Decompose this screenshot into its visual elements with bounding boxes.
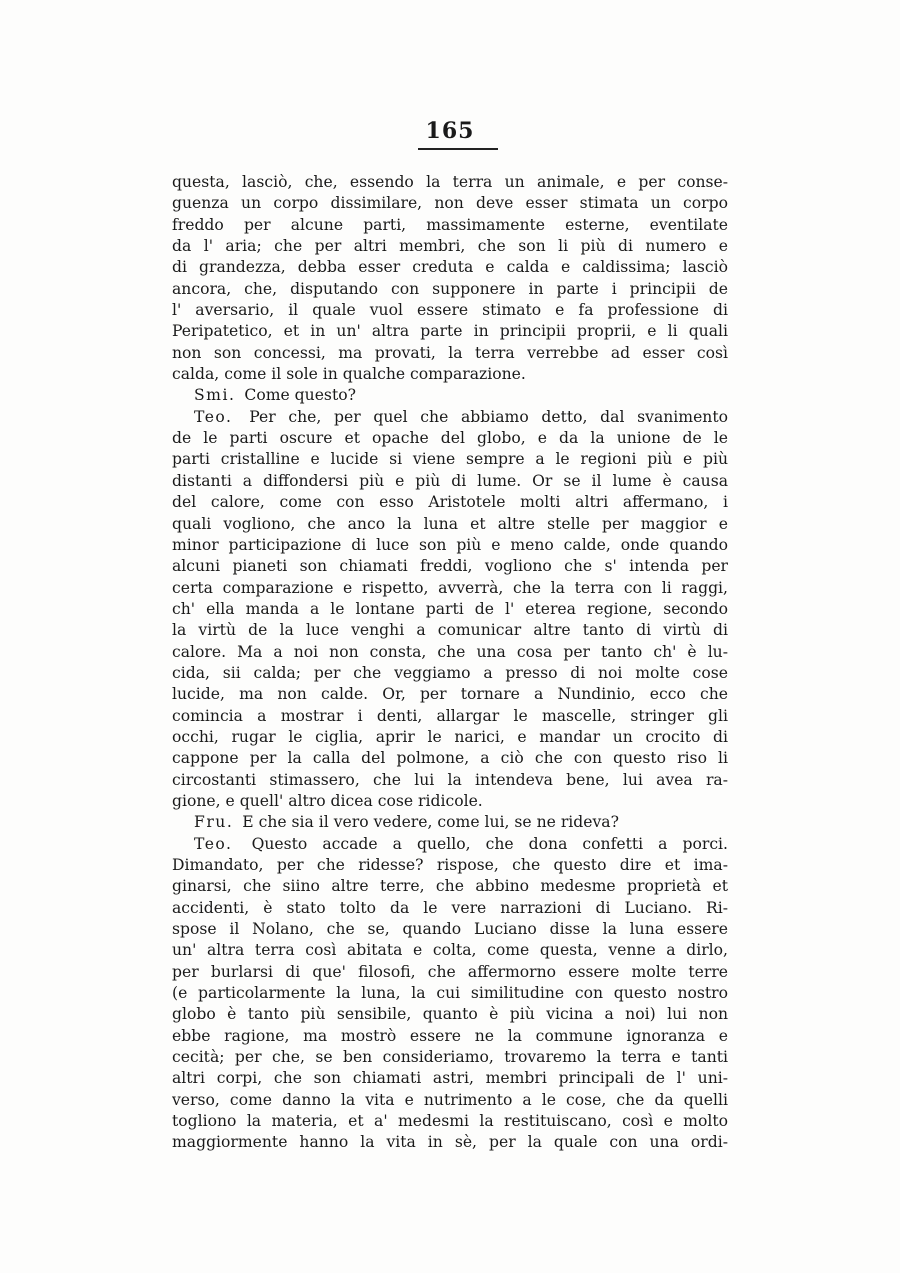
line-text: cappone per la calla del polmone, a ciò che con questo riso li xyxy=(172,749,728,768)
text-line xyxy=(172,471,728,492)
text-line xyxy=(172,876,728,897)
line-text: cida, sii calda; per che veggiamo a presso di noi molte cose xyxy=(172,663,728,682)
text-line xyxy=(172,215,728,236)
line-text: E che sia il vero vedere, come lui, se ne rideva? xyxy=(242,813,619,832)
line-text: l' aversario, il quale vuol essere stimato e fa professione di xyxy=(172,301,728,320)
text-line xyxy=(172,791,728,812)
text-line xyxy=(172,193,728,214)
line-text: circostanti stimassero, che lui la intendeva bene, lui avea ra- xyxy=(172,770,728,789)
text-line xyxy=(172,684,728,705)
line-text: un' altra terra così abitata e colta, come questa, venne a dirlo, xyxy=(172,941,728,960)
line-text: verso, come danno la vita e nutrimento a le cose, che da quelli xyxy=(172,1090,728,1109)
line-text: accidenti, è stato tolto da le vere narrazioni di Luciano. Ri- xyxy=(172,898,728,917)
line-text: Peripatetico, et in un' altra parte in principii proprii, e li quali xyxy=(172,322,728,341)
text-line xyxy=(172,748,728,769)
speaker-label: Teo. xyxy=(194,407,233,426)
text-line xyxy=(172,1132,728,1153)
text-line xyxy=(172,364,728,385)
text-line xyxy=(172,578,728,599)
line-text: quali vogliono, che anco la luna et altre stelle per maggior e xyxy=(172,514,728,533)
line-text: occhi, rugar le ciglia, aprir le narici, e mandar un crocito di xyxy=(172,727,728,746)
line-text: Dimandato, per che ridesse? rispose, che questo dire et ima- xyxy=(172,856,728,874)
text-line xyxy=(172,919,728,940)
line-text: freddo per alcune parti, massimamente esterne, eventilate xyxy=(172,215,728,234)
text-line xyxy=(172,706,728,727)
line-text: calore. Ma a noi non consta, che una cosa per tanto ch' è lu- xyxy=(172,642,728,661)
text-line xyxy=(172,343,728,364)
text-line xyxy=(172,535,728,556)
text-line xyxy=(172,236,728,257)
line-text: Come questo? xyxy=(244,386,356,405)
line-text: certa comparazione e rispetto, avverrà, che la terra con li raggi, xyxy=(172,578,728,597)
line-text: ch' ella manda a le lontane parti de l' eterea regione, secondo xyxy=(172,599,728,618)
line-text: lucide, ma non calde. Or, per tornare a Nundinio, ecco che xyxy=(172,685,728,704)
speaker-label: Fru. xyxy=(194,813,234,832)
text-line xyxy=(172,898,728,919)
text-line xyxy=(172,1111,728,1132)
text-line xyxy=(172,642,728,663)
line-text: ancora, che, disputando con supponere in parte i principii de xyxy=(172,279,728,298)
line-text: calda, come il sole in qualche comparazione. xyxy=(172,365,526,384)
line-text: alcuni pianeti son chiamati freddi, vogliono che s' intenda per xyxy=(172,557,728,576)
text-line xyxy=(172,620,728,641)
line-text: minor participazione di luce son più e meno calde, onde quando xyxy=(172,535,728,554)
line-text: globo è tanto più sensibile, quanto è più vicina a noi) lui non xyxy=(172,1005,728,1024)
text-line xyxy=(172,855,728,876)
text-line xyxy=(172,492,728,513)
line-text: di grandezza, debba esser creduta e calda e caldissima; lasciò xyxy=(172,258,728,277)
line-text: ginarsi, che siino altre terre, che abbino medesme proprietà et xyxy=(172,877,728,896)
text-line xyxy=(172,727,728,748)
speaker-label: Smi. xyxy=(194,386,236,405)
line-text: togliono la materia, et a' medesmi la restituiscano, così e molto xyxy=(172,1112,728,1131)
line-text: guenza un corpo dissimilare, non deve esser stimata un corpo xyxy=(172,194,728,213)
text-line xyxy=(172,983,728,1004)
line-text: spose il Nolano, che se, quando Luciano disse la luna essere xyxy=(172,920,728,939)
line-text: cecità; per che, se ben consideriamo, trovaremo la terra e tanti xyxy=(172,1048,728,1067)
line-text: parti cristalline e lucide si viene sempre a le regioni più e più xyxy=(172,450,728,469)
line-text: per burlarsi di que' filosofi, che affermorno essere molte terre xyxy=(172,962,728,981)
text-line xyxy=(172,1090,728,1111)
body-text xyxy=(172,172,728,1154)
line-text: (e particolarmente la luna, la cui similitudine con questo nostro xyxy=(172,984,728,1003)
speaker-label: Teo. xyxy=(194,834,233,853)
text-line xyxy=(172,407,728,428)
line-text: questa, lasciò, che, essendo la terra un animale, e per conse- xyxy=(172,173,728,191)
text-line xyxy=(172,449,728,470)
line-text: distanti a diffondersi più e più di lume. Or se il lume è causa xyxy=(172,471,728,490)
text-line xyxy=(172,428,728,449)
text-line xyxy=(172,385,728,406)
header-rule xyxy=(418,148,498,150)
line-text: Questo accade a quello, che dona confetti a porci. xyxy=(251,834,728,853)
line-text: maggiormente hanno la vita in sè, per la quale con una ordi- xyxy=(172,1133,728,1152)
line-text: de le parti oscure et opache del globo, e da la unione de le xyxy=(172,429,728,448)
text-line xyxy=(172,962,728,983)
text-line xyxy=(172,770,728,791)
page-number: 165 xyxy=(425,118,475,144)
text-line xyxy=(172,663,728,684)
line-text: ebbe ragione, ma mostrò essere ne la commune ignoranza e xyxy=(172,1026,728,1045)
line-text: comincia a mostrar i denti, allargar le mascelle, stringer gli xyxy=(172,706,728,725)
text-line xyxy=(172,812,728,833)
text-line xyxy=(172,556,728,577)
text-line xyxy=(172,834,728,855)
text-line xyxy=(172,172,728,193)
text-line xyxy=(172,1047,728,1068)
line-text: Per che, per quel che abbiamo detto, dal svanimento xyxy=(249,407,728,426)
text-line xyxy=(172,599,728,620)
line-text: la virtù de la luce venghi a comunicar altre tanto di virtù di xyxy=(172,621,728,640)
text-line xyxy=(172,1026,728,1047)
text-line xyxy=(172,1068,728,1089)
line-text: del calore, come con esso Aristotele molti altri affermano, i xyxy=(172,493,728,512)
text-line xyxy=(172,257,728,278)
text-line xyxy=(172,940,728,961)
line-text: altri corpi, che son chiamati astri, membri principali de l' uni- xyxy=(172,1069,728,1088)
line-text: gione, e quell' altro dicea cose ridicole. xyxy=(172,791,483,810)
line-text: da l' aria; che per altri membri, che son li più di numero e xyxy=(172,237,728,256)
text-line xyxy=(172,300,728,321)
text-line xyxy=(172,1004,728,1025)
text-line xyxy=(172,514,728,535)
text-line xyxy=(172,279,728,300)
text-line xyxy=(172,321,728,342)
line-text: non son concessi, ma provati, la terra verrebbe ad esser così xyxy=(172,343,728,362)
